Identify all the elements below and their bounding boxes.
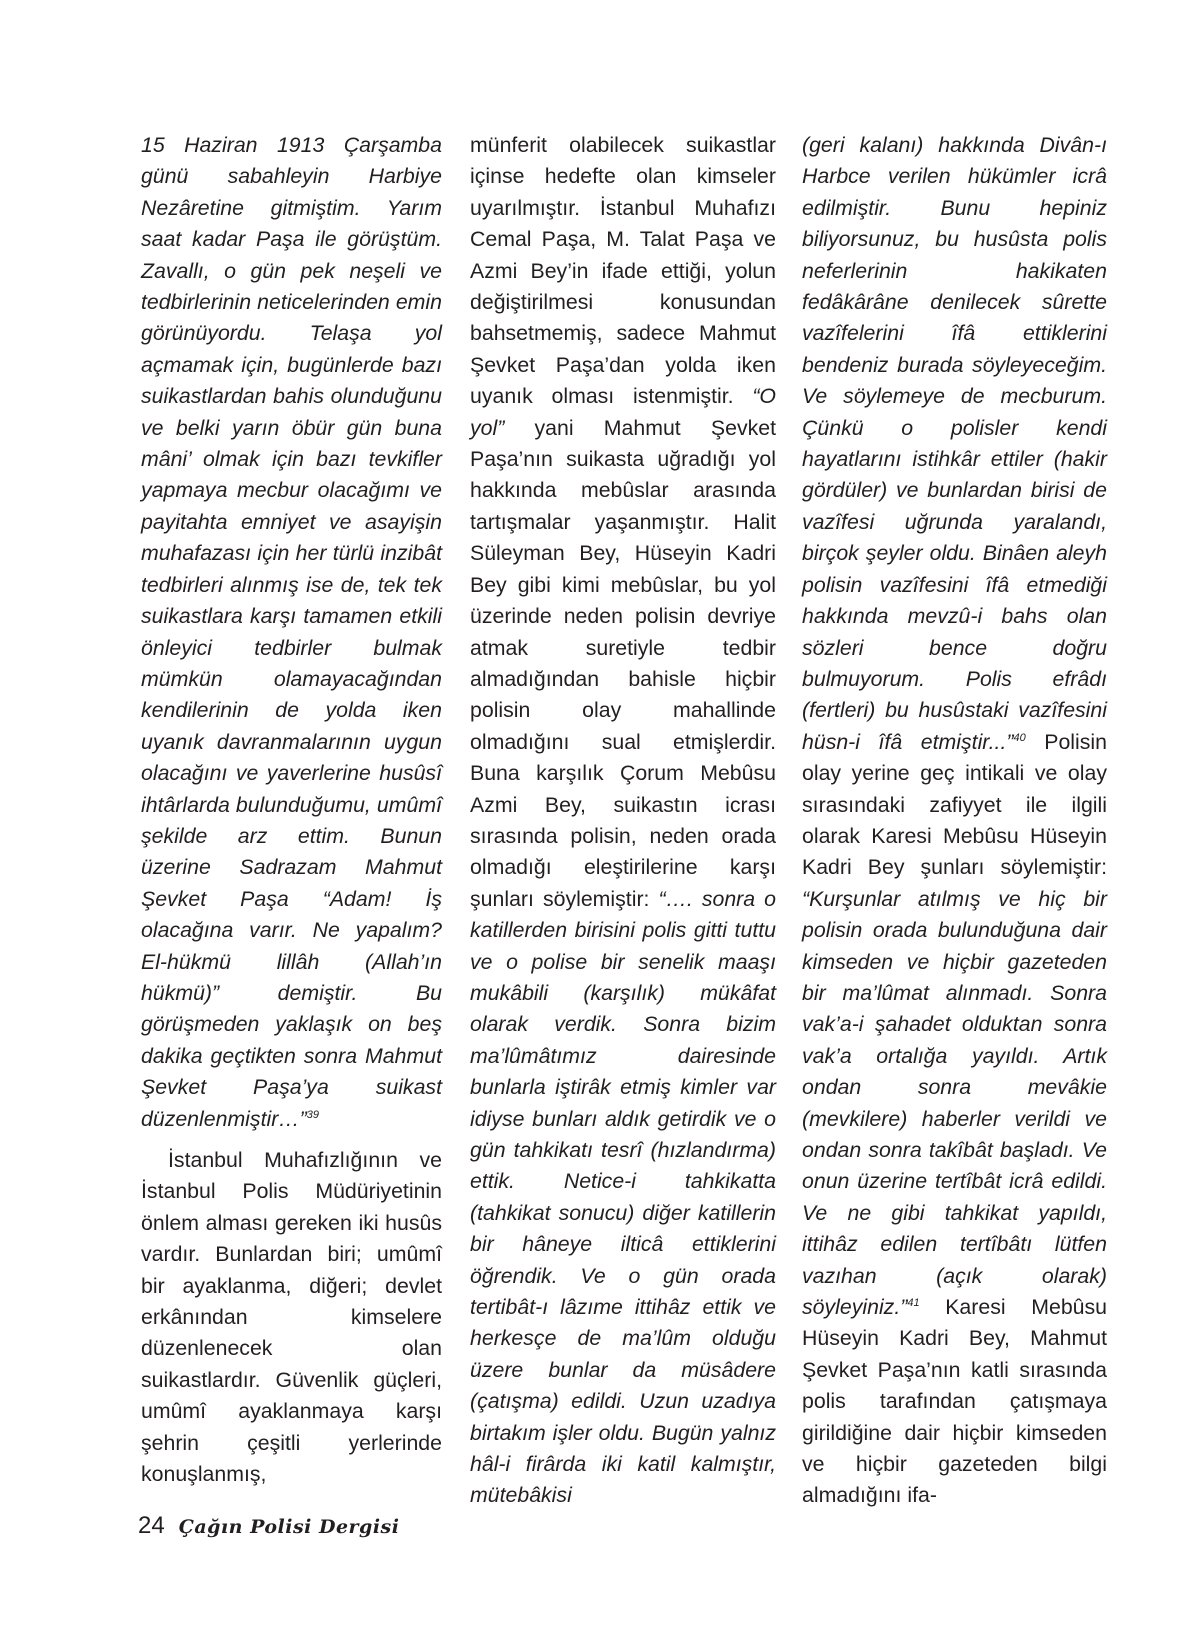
body-paragraph <box>802 130 1107 1512</box>
body-text: münferit olabilecek suikastlar içinse hedefte olan kimseler uyarılmıştır. İstanbul Muhafızı Cemal Paşa, M. Talat Paşa ve Azmi Bey’in ifade ettiği, yolun değiştirilmesi konusundan bahsetmemiş, sadece Mahmut Şevket Paşa’dan yolda iken uyanık olması istenmiştir. <box>470 133 776 409</box>
body-paragraph <box>470 130 776 1512</box>
quote-text: “Kurşunlar atılmış ve hiç bir polisin orada bulunduğuna dair kimseden ve hiçbir gazeteden bir ma’lûmat alınmadı. Sonra vak’a-i şahadet olduktan sonra vak’a ortalığa yayıldı. Artık ondan sonra mevâkie (mevkilere) haberler verildi ve ondan sonra takîbât başladı. Ve onun üzerine tertîbât icrâ edildi. Ve ne gibi tahkikat yapıldı, ittihâz edilen tertîbâtı lütfen vazıhan (açık olarak) söyleyiniz.” <box>802 886 1107 1320</box>
body-text: Polisin olay yerine geç intikali ve olay sırasındaki zafiyyet ile ilgili olarak Karesi Mebûsu Hüseyin Kadri Bey şunları söylemiştir: <box>802 729 1107 880</box>
quote-text: “…. sonra o katillerden birisini polis gitti tuttu ve o polise bir senelik maaşı mukâbili (karşılık) mükâfat olarak verdik. Sonra bizim ma’lûmâtımız dairesinde bunlarla iştirâk etmiş kimler var idiyse bunları aldık getirdik ve o gün tahkikatı tesrî (hızlandırma) ettik. Netice-i tahkikatta (tahkikat sonucu) diğer katillerin bir hâneye ilticâ ettiklerini öğrendik. Ve o gün orada tertibât-ı lâzıme ittihâz ettik ve herkesçe de ma’lûm olduğu üzere bunlar da müsâdere (çatışma) edildi. Uzun uzadıya birtakım işler oldu. Bugün yalnız hâl-i firârda iki katil kalmıştır, mütebâkisi <box>470 886 776 1508</box>
body-text: yani Mahmut Şevket Paşa’nın suikasta uğradığı yol hakkında mebûslar arasında tartışmalar yaşanmıştır. Halit Süleyman Bey, Hüseyin Kadri Bey gibi kimi mebûslar, bu yol üzerinde neden polisin devriye atmak suretiyle tedbir almadığından bahisle hiçbir polisin olay mahallinde olmadığını sual etmişlerdir. Buna karşılık Çorum Mebûsu Azmi Bey, suikastın icrası sırasında polisin, neden orada olmadığı eleştirilerine karşı şunları söylemiştir: <box>470 415 776 911</box>
page-footer <box>138 1512 399 1540</box>
footnote-ref-39: 39 <box>306 1108 319 1121</box>
body-text: Karesi Mebûsu Hüseyin Kadri Bey, Mahmut Şevket Paşa’nın katli sırasında polis tarafından çatışmaya girildiğine dair hiçbir kimseden ve hiçbir gazeteden bilgi almadığını ifa- <box>802 1295 1107 1508</box>
column-3 <box>802 130 1107 1512</box>
page-number: 24 <box>138 1512 165 1539</box>
footnote-ref-40: 40 <box>1013 731 1026 744</box>
column-1 <box>141 130 442 1490</box>
body-paragraph: İstanbul Muhafızlığının ve İstanbul Polis Müdüriyetinin önlem alması gereken iki husûs vardır. Bunlardan biri; umûmî bir ayaklanma, diğeri; devlet erkânından kimselere düzenlenecek olan suikastlardır. Güvenlik güçleri, umûmî ayaklanmaya karşı şehrin çeşitli yerlerinde konuşlanmış, <box>141 1148 442 1487</box>
quote-text: (geri kalanı) hakkında Divân-ı Harbce verilen hükümler icrâ edilmiştir. Bunu hepiniz biliyorsunuz, bu husûsta polis neferlerinin hakikaten fedâkârâne denilecek sûrette vazîfelerini îfâ ettiklerini bendeniz burada söyleyeceğim. Ve söylemeye de mecburum. Çünkü o polisler kendi hayatlarını istihkâr ettiler (hakir gördüler) ve bunlardan birisi de vazîfesi uğrunda yaralandı, birçok şeyler oldu. Binâen aleyh polisin vazîfesini îfâ etmediği hakkında mevzû-i bahs olan sözleri bence doğru bulmuyorum. Polis efrâdı (fertleri) bu husûstaki vazîfesini hüsn-i îfâ etmiştir...” <box>802 133 1107 754</box>
quote-paragraph <box>141 130 442 1135</box>
column-2 <box>470 130 776 1512</box>
footnote-ref-41: 41 <box>907 1297 920 1310</box>
magazine-title: Çağın Polisi Dergisi <box>178 1516 400 1538</box>
quoted-phrase: “O yol” <box>470 384 776 440</box>
quote-text: 15 Haziran 1913 Çarşamba günü sabahleyin Harbiye Nezâretine gitmiştim. Yarım saat kadar Paşa ile görüştüm. Zavallı, o gün pek neşeli ve tedbirlerinin neticelerinden emin görünüyordu. Telaşa yol açmamak için, bugünlerde bazı suikastlardan bahis olunduğunu ve belki yarın öbür gün buna mâni’ olmak için bazı tevkifler yapmaya mecbur olacağımı ve payitahta emniyet ve asayişin muhafazası için her türlü inzibât tedbirleri alınmış ise de, tek tek suikastlara karşı tamamen etkili önleyici tedbirler bulmak mümkün olamayacağından kendilerinin de yolda iken uyanık davranmalarının uygun olacağını ve yaverlerine husûsî ihtârlarda bulunduğumu, umûmî şekilde arz ettim. Bunun üzerine Sadrazam Mahmut Şevket Paşa “Adam! İş olacağına varır. Ne yapalım? El-hükmü lillâh (Allah’ın hükmü)” demiştir. Bu görüşmeden yaklaşık on beş dakika geçtikten sonra Mahmut Şevket Paşa’ya suikast düzenlenmiştir…” <box>141 133 442 1131</box>
